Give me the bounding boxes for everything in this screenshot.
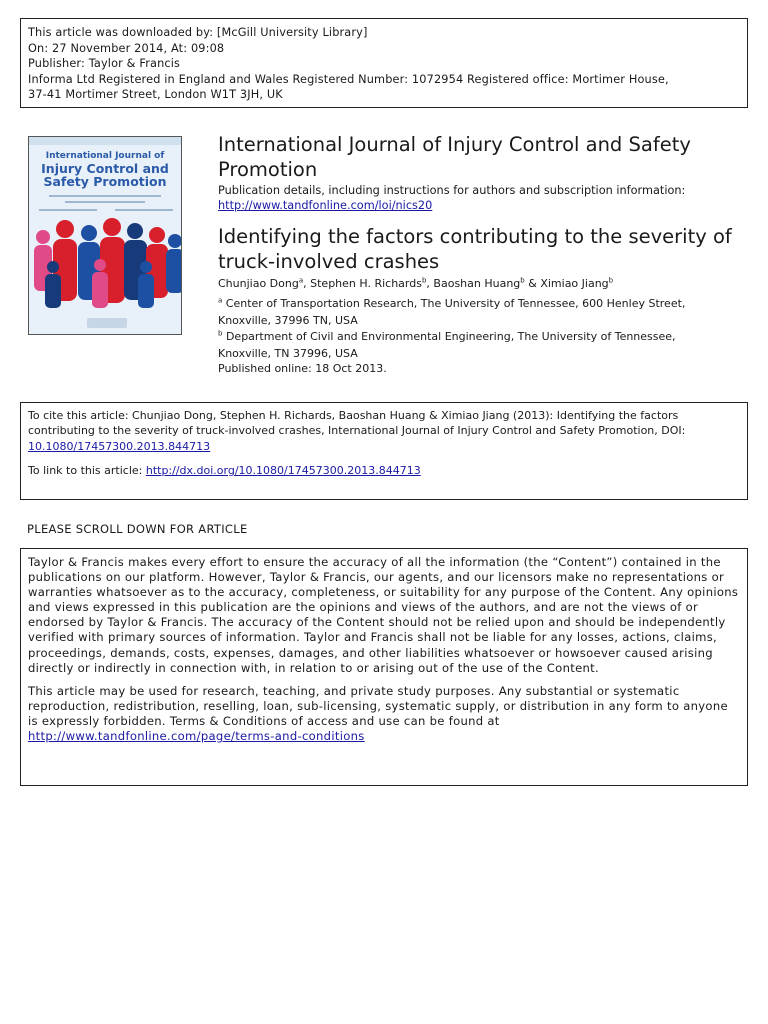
author-name: Stephen H. Richards [310,277,422,290]
disclaimer-box [20,548,748,786]
silhouette-group [34,218,182,308]
usage-terms-paragraph [28,684,740,744]
published-online-date: Published online: 18 Oct 2013. [218,362,387,375]
silhouette-head [81,225,97,241]
journal-cover-image [28,136,182,335]
author-affil-mark: b [421,276,427,285]
download-info-box [20,18,748,108]
silhouette-body [166,249,182,293]
disclaimer-paragraph: Taylor & Francis makes every effort to ensure the accuracy of all the information (the “Content”) contained in the publications on our platform. However, Taylor & Francis, our agents, and our licensors make no representations or warranties whatsoever as to the accuracy, completeness, or suitability for any purpose of the Content. Any opinions and views expressed in this publication are the opinions and views of the authors, and are not the views of or endorsed by Taylor & Francis. The accuracy of the Content should not be relied upon and should be independently verified with primary sources of information. Taylor and Francis shall not be liable for any losses, actions, claims, proceedings, demands, costs, expenses, damages, and other liabilities whatsoever or howsoever caused arising directly or indirectly in connection with, in relation to or arising out of the use of the Content. [28,555,739,675]
silhouette-head [36,230,50,244]
publisher-logo [87,318,127,328]
author-affil-mark: b [608,276,614,285]
author-name: Baoshan Huang [433,277,521,290]
article-link-line [28,463,740,478]
affiliation-text: Department of Civil and Environmental Engineering, The University of Tennessee, Knoxville, TN 37996, USA [218,330,676,360]
author-affil-mark: b [520,276,525,285]
journal-title: International Journal of Injury Control and Safety Promotion [218,133,691,181]
silhouette-body [45,274,61,308]
publication-details-text: Publication details, including instructions for authors and subscription information: [218,184,686,197]
silhouette-head [140,261,152,273]
author-affil-mark: a [298,276,304,285]
silhouette-head [47,261,59,273]
affiliation-text: Center of Transportation Research, The University of Tennessee, 600 Henley Street, Knoxville, 37996 TN, USA [218,297,686,327]
article-title: Identifying the factors contributing to the severity of truck-involved crashes [218,225,732,273]
silhouette-head [94,259,106,271]
silhouette-head [149,227,165,243]
cover-subtitle-line [65,201,145,203]
address-line: 37-41 Mortimer Street, London W1T 3JH, UK [28,88,283,102]
citation-text: To cite this article: Chunjiao Dong, Stephen H. Richards, Baoshan Huang & Ximiao Jiang (2013): Identifying the factors contributing to the severity of truck-involved crashes, International Journal of Injury Control and Safety Promotion, DOI: [28,409,686,438]
download-date: On: 27 November 2014, At: 09:08 [28,41,225,55]
cover-editor-line [39,209,97,211]
citation-box [20,402,748,500]
cover-subtitle-line [49,195,161,197]
cover-title-line2: Injury Control and [41,161,169,176]
affiliation-b [218,329,718,362]
silhouette-head [168,234,182,248]
scroll-down-notice: PLEASE SCROLL DOWN FOR ARTICLE [27,522,248,536]
author-name: Chunjiao Dong [218,277,299,290]
author-separator: , [303,277,311,290]
author-list [218,276,613,291]
article-link-label: To link to this article: [28,464,146,478]
cover-title-line3: Safety Promotion [43,174,167,189]
article-doi-url-link[interactable]: http://dx.doi.org/10.1080/17457300.2013.844713 [145,464,421,478]
cover-top-bar [29,137,181,145]
usage-terms-text: This article may be used for research, teaching, and private study purposes. Any substantial or systematic reproduction, redistribution, reselling, loan, sub-licensing, systematic supply, or distribution in any form to anyone is expressly forbidden. Terms & Conditions of access and use can be found at [28,683,728,728]
affiliation-mark: b [218,329,223,338]
affiliation-mark: a [218,296,223,305]
author-separator: & [524,277,541,290]
affiliation-a [218,296,718,329]
silhouette-head [127,223,143,239]
doi-link[interactable]: 10.1080/17457300.2013.844713 [28,439,211,453]
silhouette-body [92,272,108,308]
registration-line: Informa Ltd Registered in England and Wales Registered Number: 1072954 Registered office: Mortimer House, [28,72,669,86]
journal-url-link[interactable]: http://www.tandfonline.com/loi/nics20 [218,199,433,212]
cover-title-line1: International Journal of [45,151,165,161]
author-separator: , [426,277,434,290]
silhouette-head [56,220,74,238]
citation-text-block [28,408,740,454]
silhouette-body [138,274,154,308]
cover-editor-line [115,209,173,211]
silhouette-head [103,218,121,236]
crowd-silhouettes-illustration [29,215,182,325]
publisher-line: Publisher: Taylor & Francis [28,57,181,71]
author-name: Ximiao Jiang [540,277,609,290]
publication-details [218,183,738,213]
download-line: This article was downloaded by: [McGill University Library] [28,26,368,39]
terms-conditions-link[interactable]: http://www.tandfonline.com/page/terms-and-conditions [28,729,365,744]
